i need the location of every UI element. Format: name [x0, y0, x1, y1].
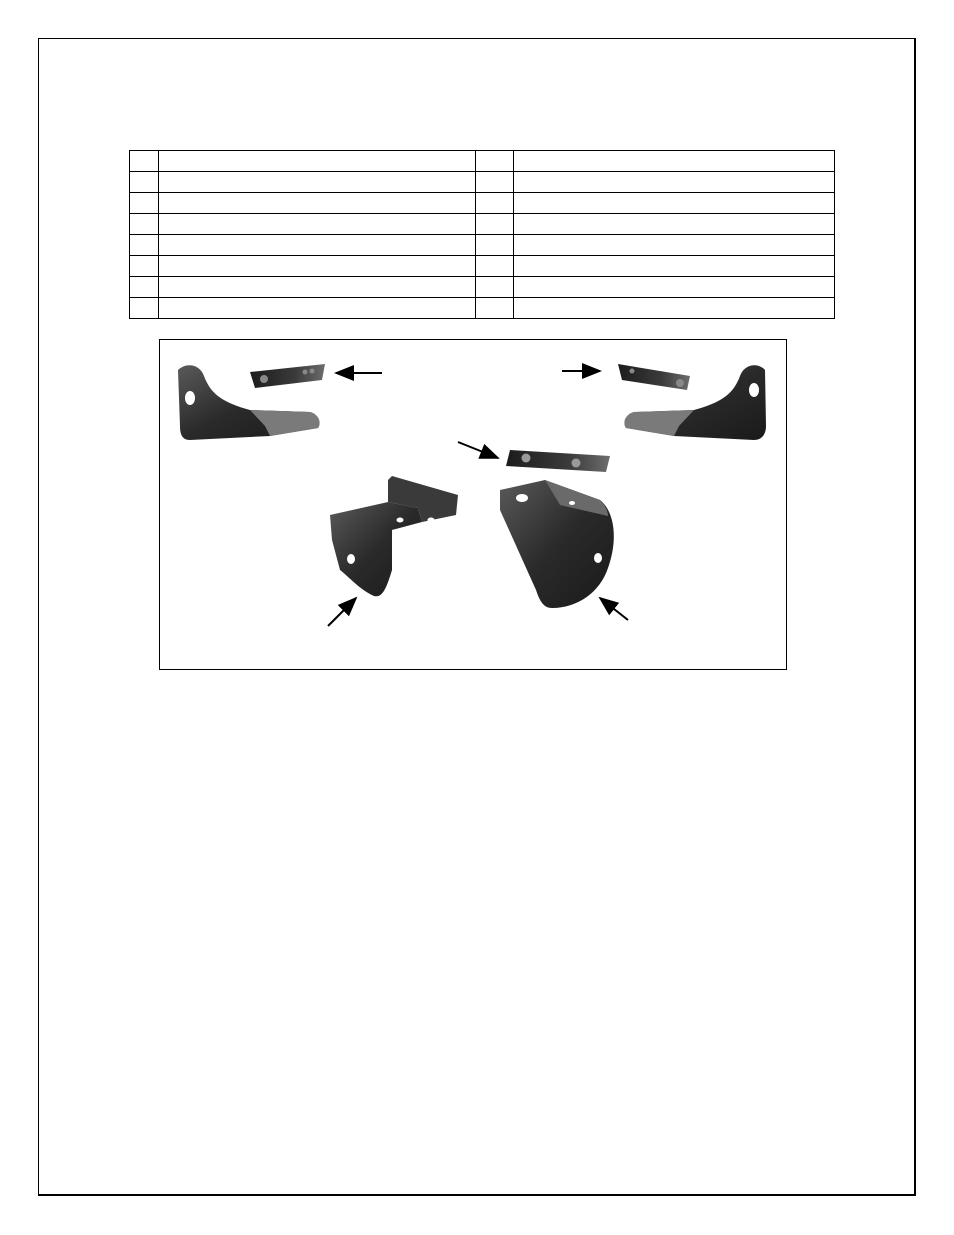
parts-cell-num-right — [476, 214, 514, 235]
parts-cell-num-right — [476, 256, 514, 277]
parts-cell-desc-right — [514, 151, 835, 172]
bracket-bottom-left — [330, 476, 458, 596]
parts-table-body — [130, 151, 835, 319]
parts-cell-num-left — [130, 151, 159, 172]
parts-cell-desc-left — [159, 298, 476, 319]
parts-table — [129, 150, 835, 319]
parts-cell-num-right — [476, 277, 514, 298]
parts-cell-num-left — [130, 298, 159, 319]
parts-cell-desc-left — [159, 277, 476, 298]
parts-table-row — [130, 193, 835, 214]
plate-top-right — [618, 364, 690, 390]
parts-cell-num-left — [130, 193, 159, 214]
parts-photo — [159, 339, 787, 670]
parts-table-row — [130, 172, 835, 193]
parts-table-row — [130, 151, 835, 172]
parts-cell-desc-right — [514, 172, 835, 193]
parts-cell-desc-right — [514, 193, 835, 214]
parts-cell-desc-left — [159, 214, 476, 235]
parts-cell-desc-left — [159, 193, 476, 214]
parts-cell-desc-right — [514, 277, 835, 298]
parts-table-row — [130, 214, 835, 235]
plate-center — [506, 450, 610, 472]
parts-cell-desc-right — [514, 214, 835, 235]
parts-cell-num-right — [476, 193, 514, 214]
parts-cell-num-right — [476, 151, 514, 172]
arrow-to-bracket-bottom-right — [600, 598, 628, 620]
parts-cell-num-left — [130, 256, 159, 277]
parts-cell-desc-right — [514, 235, 835, 256]
arrow-to-bracket-bottom-left — [328, 598, 356, 626]
parts-cell-num-right — [476, 235, 514, 256]
bracket-bottom-right — [500, 480, 614, 608]
parts-cell-num-left — [130, 214, 159, 235]
parts-cell-num-left — [130, 172, 159, 193]
parts-cell-num-left — [130, 277, 159, 298]
parts-table-row — [130, 235, 835, 256]
parts-cell-desc-left — [159, 151, 476, 172]
parts-table-row — [130, 277, 835, 298]
parts-table-row — [130, 298, 835, 319]
parts-cell-desc-left — [159, 235, 476, 256]
parts-illustration — [160, 340, 785, 668]
parts-cell-desc-left — [159, 172, 476, 193]
parts-cell-desc-right — [514, 256, 835, 277]
parts-cell-num-right — [476, 298, 514, 319]
parts-cell-desc-left — [159, 256, 476, 277]
parts-table-row — [130, 256, 835, 277]
parts-cell-desc-right — [514, 298, 835, 319]
plate-top-left — [250, 364, 325, 388]
parts-cell-num-right — [476, 172, 514, 193]
parts-cell-num-left — [130, 235, 159, 256]
arrow-to-plate-center — [458, 442, 498, 458]
